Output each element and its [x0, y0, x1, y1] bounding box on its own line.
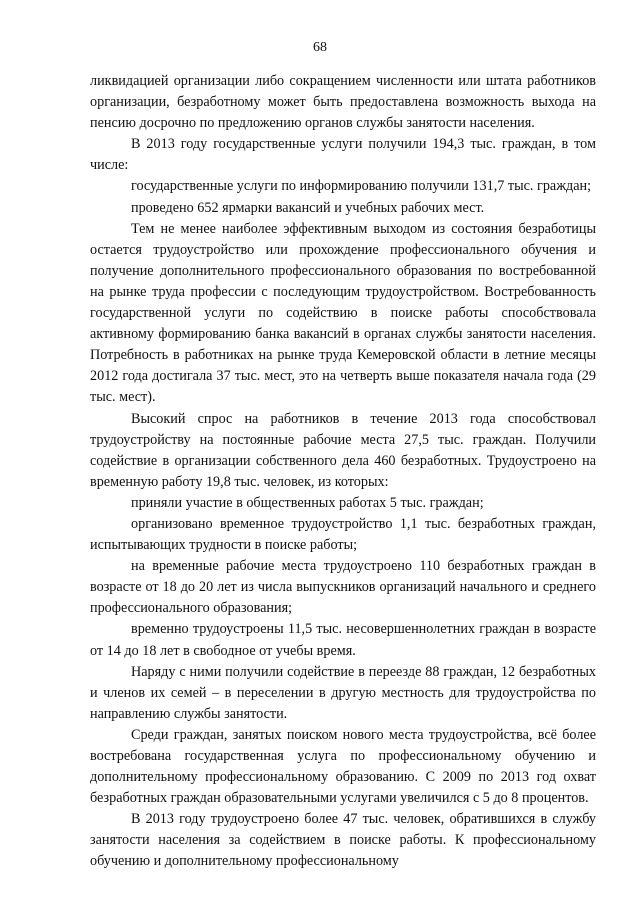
paragraph-relocation: Наряду с ними получили содействие в переезде 88 граждан, 12 безработных и членов их семей – в переселении в другую местность для трудоустройства по направлению службы занятости. — [90, 663, 596, 722]
list-item: проведено 652 ярмарки вакансий и учебных рабочих мест. — [131, 199, 485, 216]
paragraph-services-2013: В 2013 году государственные услуги получили 194,3 тыс. граждан, в том числе: — [90, 136, 596, 174]
paragraph-employment: Тем не менее наиболее эффективным выходом из состояния безработицы остается трудоустройство или прохождение профессионального обучения и получение дополнительного профессионального образования по востребованной на рынке труда профессии с последующим трудоустройством. Востребованность государственной услуги по содействию в поиске работы способствовала активному формированию банка вакансий в органах службы занятости населения. Потребность в работниках на рынке труда Кемеровской области в летние месяцы 2012 года достигала 37 тыс. мест, это на четверть выше показателя начала года (29 тыс. мест). — [90, 220, 596, 406]
paragraph-employed-2013: В 2013 году трудоустроено более 47 тыс. человек, обратившихся в службу занятости населения за содействием в поиске работы. К профессиональному обучению и дополнительному профессиональному — [90, 811, 596, 870]
list-item: на временные рабочие места трудоустроено 110 безработных граждан в возрасте от 18 до 20 лет из числа выпускников организаций начального и среднего профессионального образования; — [90, 558, 596, 617]
paragraph-demand: Высокий спрос на работников в течение 2013 года способствовал трудоустройству на постоянные рабочие места 27,5 тыс. граждан. Получили содействие в организации собственного дела 460 безработных. Трудоустроено на временную работу 19,8 тыс. человек, из которых: — [90, 410, 596, 490]
paragraph-continuation: ликвидацией организации либо сокращением численности или штата работников организации, безработному может быть предоставлена возможность выхода на пенсию досрочно по предложению органов службы занятости населения. — [90, 73, 596, 132]
body-text — [90, 71, 596, 873]
list-item: государственные услуги по информированию получили 131,7 тыс. граждан; — [131, 178, 592, 195]
list-item: организовано временное трудоустройство 1,1 тыс. безработных граждан, испытывающих трудности в поиске работы; — [90, 515, 596, 554]
page-number: 68 — [313, 40, 327, 55]
list-item: приняли участие в общественных работах 5 тыс. граждан; — [131, 494, 484, 511]
paragraph-training: Среди граждан, занятых поиском нового места трудоустройства, всё более востребована государственная услуга по профессиональному обучению и дополнительному профессиональному образованию. С 2009 по 2013 год охват безработных граждан образовательными услугами увеличился с 5 до 8 процентов. — [90, 726, 596, 807]
list-item: временно трудоустроены 11,5 тыс. несовершеннолетних граждан в возрасте от 14 до 18 лет в свободное от учебы время. — [90, 621, 596, 659]
